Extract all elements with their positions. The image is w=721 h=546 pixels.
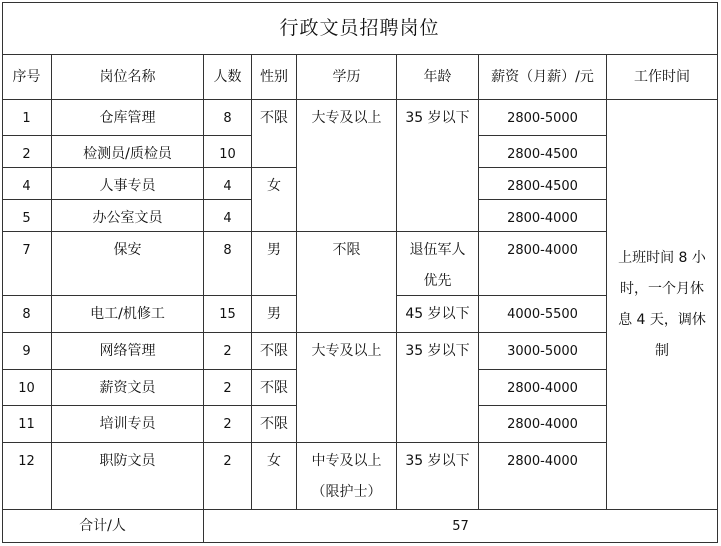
row-8-salary: 2800-4000 <box>479 406 607 443</box>
education-cell: 大专及以上 <box>297 100 397 232</box>
row-2-no: 4 <box>2 168 52 200</box>
row-8-no: 11 <box>2 406 52 443</box>
row-6-no: 9 <box>2 333 52 370</box>
total-label: 合计/人 <box>2 510 204 543</box>
row-4-salary: 2800-4000 <box>479 232 607 296</box>
age-cell: 35 岁以下 <box>397 100 479 232</box>
age-cell: 45 岁以下 <box>397 296 479 333</box>
row-0-no: 1 <box>2 100 52 136</box>
header-salary: 薪资（月薪）/元 <box>479 55 607 100</box>
education-cell: 大专及以上 <box>297 333 397 443</box>
row-5-position: 电工/机修工 <box>52 296 204 333</box>
row-7-count: 2 <box>204 370 252 406</box>
row-6-count: 2 <box>204 333 252 370</box>
row-1-count: 10 <box>204 136 252 168</box>
row-1-position: 检测员/质检员 <box>52 136 204 168</box>
row-0-salary: 2800-5000 <box>479 100 607 136</box>
row-4-no: 7 <box>2 232 52 296</box>
row-3-no: 5 <box>2 200 52 232</box>
row-7-position: 薪资文员 <box>52 370 204 406</box>
row-6-salary: 3000-5000 <box>479 333 607 370</box>
header-count: 人数 <box>204 55 252 100</box>
row-5-no: 8 <box>2 296 52 333</box>
recruitment-table <box>2 2 718 543</box>
page-title: 行政文员招聘岗位 <box>2 2 718 55</box>
row-6-position: 网络管理 <box>52 333 204 370</box>
row-3-position: 办公室文员 <box>52 200 204 232</box>
row-4-count: 8 <box>204 232 252 296</box>
row-2-position: 人事专员 <box>52 168 204 200</box>
education-cell: 中专及以上 （限护士） <box>297 443 397 510</box>
age-cell: 35 岁以下 <box>397 443 479 510</box>
gender-cell: 男 <box>252 296 297 333</box>
gender-cell: 不限 <box>252 370 297 406</box>
row-2-salary: 2800-4500 <box>479 168 607 200</box>
header-gender: 性别 <box>252 55 297 100</box>
row-9-count: 2 <box>204 443 252 510</box>
age-cell: 35 岁以下 <box>397 333 479 443</box>
gender-cell: 女 <box>252 443 297 510</box>
row-1-no: 2 <box>2 136 52 168</box>
row-5-salary: 4000-5500 <box>479 296 607 333</box>
row-9-position: 职防文员 <box>52 443 204 510</box>
header-position: 岗位名称 <box>52 55 204 100</box>
total-value: 57 <box>204 510 718 543</box>
row-1-salary: 2800-4500 <box>479 136 607 168</box>
row-4-position: 保安 <box>52 232 204 296</box>
header-age: 年龄 <box>397 55 479 100</box>
header-no: 序号 <box>2 55 52 100</box>
gender-cell: 女 <box>252 168 297 232</box>
row-7-salary: 2800-4000 <box>479 370 607 406</box>
work-time-cell: 上班时间 8 小 时，一个月休 息 4 天，调休 制 <box>607 100 718 510</box>
gender-cell: 不限 <box>252 406 297 443</box>
education-cell: 不限 <box>297 232 397 333</box>
row-2-count: 4 <box>204 168 252 200</box>
row-0-count: 8 <box>204 100 252 136</box>
gender-cell: 不限 <box>252 100 297 168</box>
row-0-position: 仓库管理 <box>52 100 204 136</box>
row-7-no: 10 <box>2 370 52 406</box>
header-education: 学历 <box>297 55 397 100</box>
row-9-no: 12 <box>2 443 52 510</box>
age-cell: 退伍军人 优先 <box>397 232 479 296</box>
row-8-position: 培训专员 <box>52 406 204 443</box>
gender-cell: 不限 <box>252 333 297 370</box>
gender-cell: 男 <box>252 232 297 296</box>
header-work-time: 工作时间 <box>607 55 718 100</box>
row-9-salary: 2800-4000 <box>479 443 607 510</box>
row-8-count: 2 <box>204 406 252 443</box>
row-3-salary: 2800-4000 <box>479 200 607 232</box>
row-5-count: 15 <box>204 296 252 333</box>
row-3-count: 4 <box>204 200 252 232</box>
